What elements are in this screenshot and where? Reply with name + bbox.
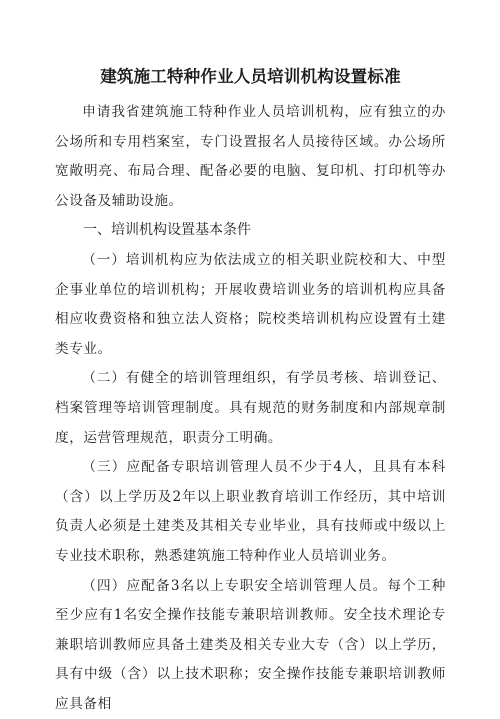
intro-paragraph: 申请我省建筑施工特种作业人员培训机构，应有独立的办公场所和专用档案室，专门设置报名人员接待区域。办公场所宽敞明亮、布局合理、配备必要的电脑、复印机、打印机等办公设备及辅助设施。 — [55, 98, 446, 216]
paragraph-item-4: （四）应配备3名以上专职安全培训管理人员。每个工种至少应有1名安全操作技能专兼职培训教师。安全技术理论专兼职培训教师应具备土建类及相关专业大专（含）以上学历，具有中级（含）以上技术职称；安全操作技能专兼职培训教师应具备相 — [55, 572, 446, 719]
section-heading: 一、培训机构设置基本条件 — [55, 216, 446, 246]
paragraph-item-2: （二）有健全的培训管理组织，有学员考核、培训登记、档案管理等培训管理制度。具有规范的财务制度和内部规章制度，运营管理规范，职责分工明确。 — [55, 364, 446, 453]
paragraph-item-3: （三）应配备专职培训管理人员不少于4人，且具有本科（含）以上学历及2年以上职业教育培训工作经历，其中培训负责人必须是土建类及其相关专业毕业，具有技师或中级以上专业技术职称，熟悉建筑施工特种作业人员培训业务。 — [55, 453, 446, 571]
document-title: 建筑施工特种作业人员培训机构设置标准 — [55, 66, 446, 88]
paragraph-item-1: （一）培训机构应为依法成立的相关职业院校和大、中型企事业单位的培训机构；开展收费培训业务的培训机构应具备相应收费资格和独立法人资格；院校类培训机构应设置有土建类专业。 — [55, 246, 446, 364]
